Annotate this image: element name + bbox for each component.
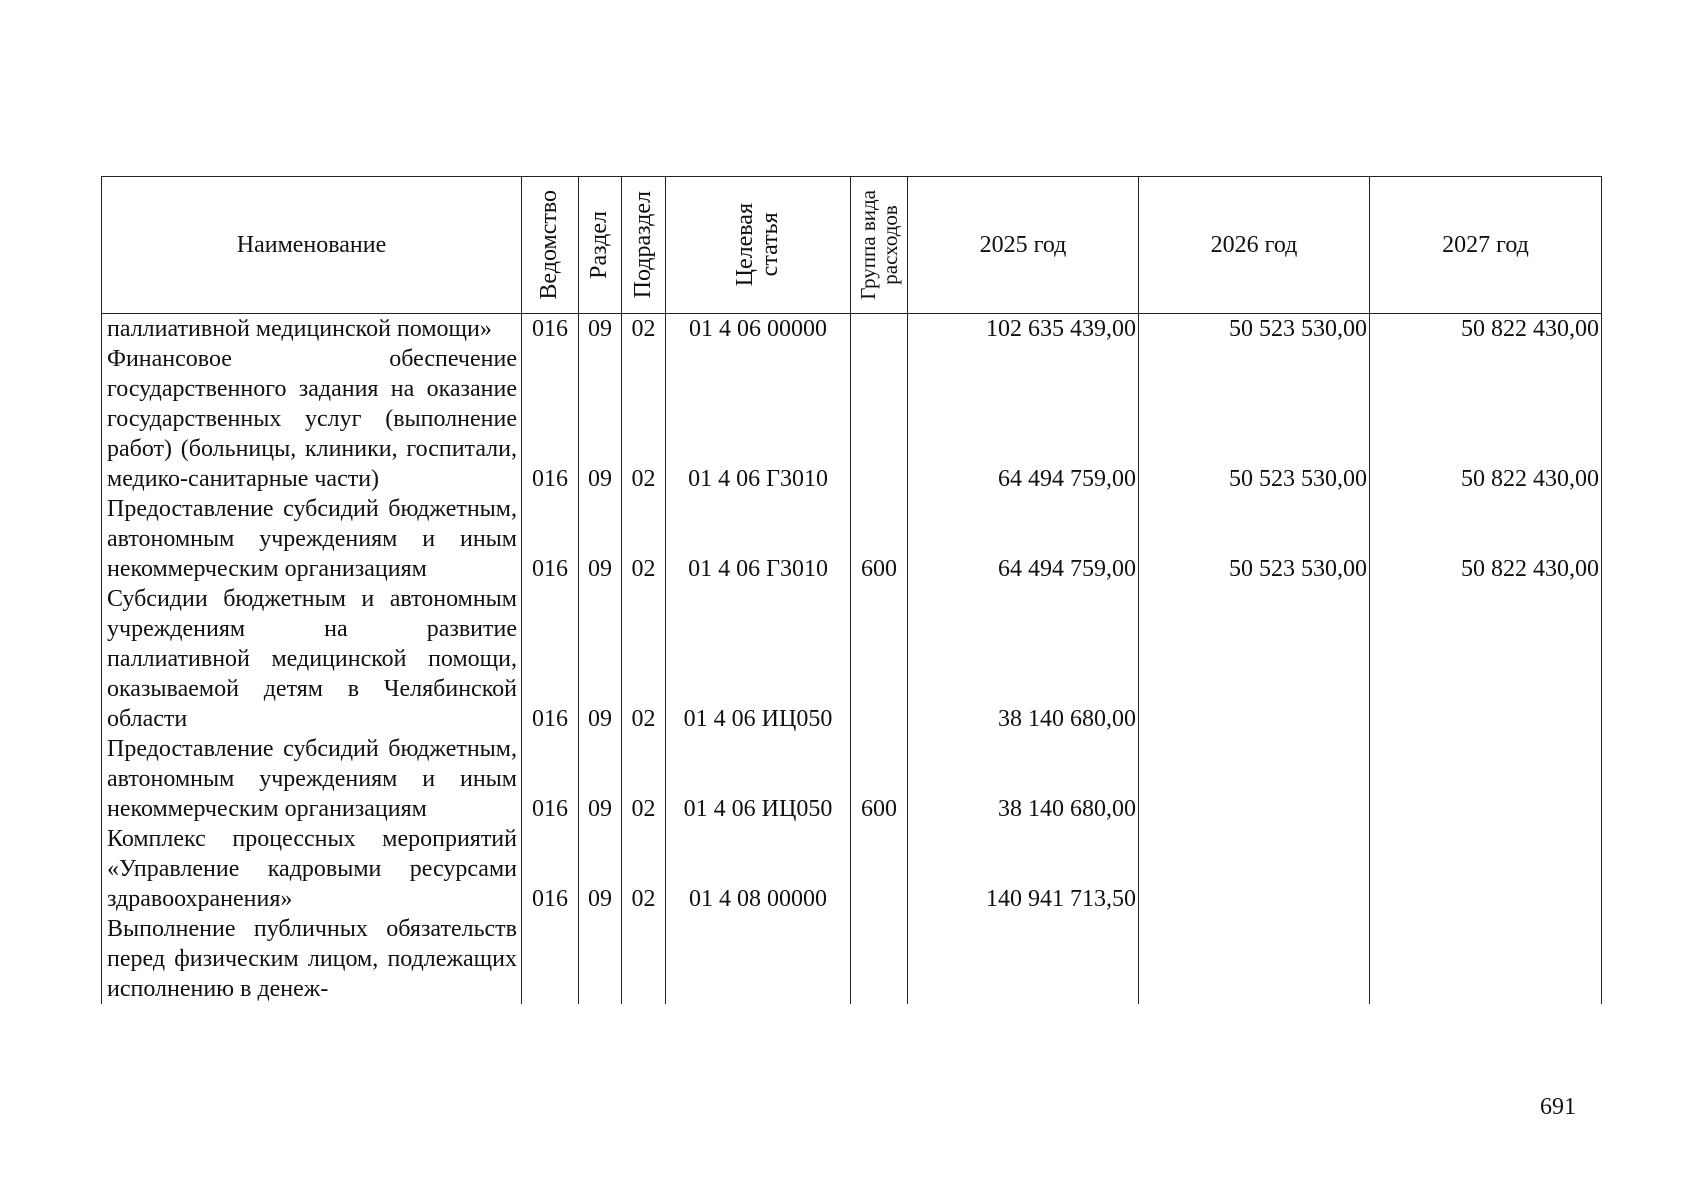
table-row <box>102 584 1602 734</box>
page-number: 691 <box>1540 1094 1576 1120</box>
header-group: Группа вида расходов <box>851 177 908 314</box>
row-name: Комплекс процессных мероприятий «Управление кадровыми ресурсами здравоохранения» <box>102 824 522 914</box>
row-dept: 016 <box>522 824 579 914</box>
row-name: Предоставление субсидий бюджетным, автономным учреждениям и иным некоммерческим организациям <box>102 734 522 824</box>
row-group <box>851 344 908 494</box>
row-group <box>851 584 908 734</box>
row-subsection: 02 <box>622 734 666 824</box>
row-group <box>851 314 908 345</box>
row-2025: 102 635 439,00 <box>908 314 1139 345</box>
row-2025: 64 494 759,00 <box>908 494 1139 584</box>
row-2026 <box>1139 914 1370 1004</box>
table-row <box>102 494 1602 584</box>
row-dept <box>522 914 579 1004</box>
row-2025 <box>908 914 1139 1004</box>
row-2025: 38 140 680,00 <box>908 734 1139 824</box>
row-subsection <box>622 914 666 1004</box>
row-group: 600 <box>851 734 908 824</box>
row-subsection: 02 <box>622 344 666 494</box>
header-target: Целевая статья <box>666 177 851 314</box>
row-2025: 38 140 680,00 <box>908 584 1139 734</box>
header-dept: Ведомство <box>522 177 579 314</box>
row-2027 <box>1370 914 1602 1004</box>
header-2026: 2026 год <box>1139 177 1370 314</box>
table-row <box>102 314 1602 345</box>
row-name: Субсидии бюджетным и автономным учреждениям на развитие паллиативной медицинской помощи, оказываемой детям в Челябинской области <box>102 584 522 734</box>
table-row <box>102 824 1602 914</box>
row-target: 01 4 08 00000 <box>666 824 851 914</box>
row-2027 <box>1370 584 1602 734</box>
table-row <box>102 734 1602 824</box>
row-target: 01 4 06 Г3010 <box>666 494 851 584</box>
row-group <box>851 824 908 914</box>
row-dept: 016 <box>522 494 579 584</box>
row-2026: 50 523 530,00 <box>1139 344 1370 494</box>
row-group: 600 <box>851 494 908 584</box>
row-section: 09 <box>579 584 622 734</box>
header-subsection: Подраздел <box>622 177 666 314</box>
row-2026: 50 523 530,00 <box>1139 494 1370 584</box>
row-name: Финансовое обеспечение государственного задания на оказание государственных услуг (выполнение работ) (больницы, клиники, госпитали, медико-санитарные части) <box>102 344 522 494</box>
row-dept: 016 <box>522 314 579 345</box>
row-2027: 50 822 430,00 <box>1370 344 1602 494</box>
row-subsection: 02 <box>622 494 666 584</box>
row-section: 09 <box>579 314 622 345</box>
table-header <box>102 177 1602 314</box>
row-2027 <box>1370 824 1602 914</box>
row-name: Предоставление субсидий бюджетным, автономным учреждениям и иным некоммерческим организациям <box>102 494 522 584</box>
row-2027 <box>1370 734 1602 824</box>
header-2027: 2027 год <box>1370 177 1602 314</box>
row-dept: 016 <box>522 344 579 494</box>
header-section: Раздел <box>579 177 622 314</box>
row-target: 01 4 06 ИЦ050 <box>666 734 851 824</box>
row-section: 09 <box>579 494 622 584</box>
row-section <box>579 914 622 1004</box>
row-2026: 50 523 530,00 <box>1139 314 1370 345</box>
row-target <box>666 914 851 1004</box>
row-subsection: 02 <box>622 314 666 345</box>
row-2027: 50 822 430,00 <box>1370 314 1602 345</box>
row-subsection: 02 <box>622 584 666 734</box>
row-2025: 64 494 759,00 <box>908 344 1139 494</box>
table-row <box>102 344 1602 494</box>
row-2027: 50 822 430,00 <box>1370 494 1602 584</box>
row-dept: 016 <box>522 734 579 824</box>
header-name: Наименование <box>102 177 522 314</box>
row-dept: 016 <box>522 584 579 734</box>
row-subsection: 02 <box>622 824 666 914</box>
row-2026 <box>1139 734 1370 824</box>
row-target: 01 4 06 ИЦ050 <box>666 584 851 734</box>
row-section: 09 <box>579 824 622 914</box>
row-2026 <box>1139 824 1370 914</box>
table-row <box>102 914 1602 1004</box>
row-group <box>851 914 908 1004</box>
row-2025: 140 941 713,50 <box>908 824 1139 914</box>
budget-table <box>101 176 1602 1004</box>
row-name: Выполнение публичных обязательств перед физическим лицом, подлежащих исполнению в денеж- <box>102 914 522 1004</box>
row-section: 09 <box>579 344 622 494</box>
row-section: 09 <box>579 734 622 824</box>
row-name: паллиативной медицинской помощи» <box>102 314 522 345</box>
table-body <box>102 314 1602 1005</box>
row-target: 01 4 06 Г3010 <box>666 344 851 494</box>
row-target: 01 4 06 00000 <box>666 314 851 345</box>
header-2025: 2025 год <box>908 177 1139 314</box>
row-2026 <box>1139 584 1370 734</box>
